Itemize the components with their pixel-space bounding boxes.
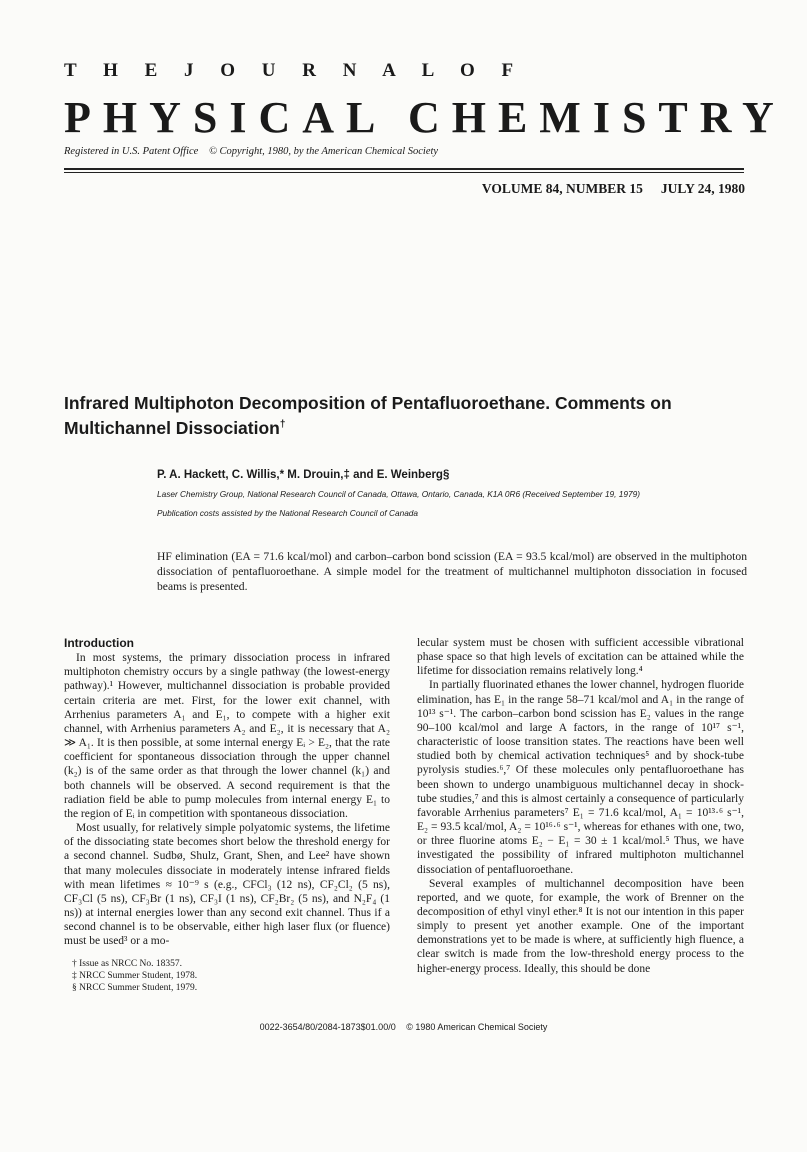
header-rule-thin	[64, 172, 744, 173]
copyright-text: © Copyright, 1980, by the American Chemical Society	[208, 146, 439, 157]
volume-number: VOLUME 84, NUMBER 15	[481, 181, 643, 196]
issue-date: JULY 24, 1980	[660, 181, 745, 196]
article-code: 0022-3654/80/2084-1873$01.00/0	[259, 1022, 396, 1032]
paragraph: Most usually, for relatively simple polyatomic systems, the lifetime of the dissociating state becomes short below the threshold energy for a second channel. Sudbø, Shulz, Grant, Shen, and Lee² have shown that many molecules dissociate in moderately intense infrared fields with mean lifetimes ≈ 10⁻⁹ s (e.g., CFCl₃ (12 ns), CF₂Cl₂ (5 ns), CF₃Cl (5 ns), CF₃Br (1 ns), CF₃I (1 ns), CF₂Br₂ (5 ns), and N₂F₄ (1 ns)) at internal energies lower than any second exit channel. Thus if a second channel is to be observable, either high laser flux (or fluence) must be used³ or a mo-	[64, 822, 390, 948]
paragraph: Several examples of multichannel decomposition have been reported, and we quote, for example, the work of Brenner on the decomposition of ethyl vinyl ether.⁸ It is not our intention in this paper simply to present yet another example. One of the important demonstrations yet to be made is where, at sufficiently high fluence, a clear switch is made from the low-threshold energy process to the higher-energy process. Ideally, this should be done	[417, 877, 744, 975]
header-rule-thick	[64, 168, 744, 170]
footer-copyright: © 1980 American Chemical Society	[406, 1022, 548, 1032]
affiliation: Laser Chemistry Group, National Research Council of Canada, Ottawa, Ontario, Canada, K1A 0R6 (Received September 19, 1979)	[157, 489, 641, 499]
page-footer	[0, 1022, 807, 1032]
footnote: † Issue as NRCC No. 18357.	[72, 959, 183, 970]
article-title	[64, 391, 754, 441]
abstract: HF elimination (EA = 71.6 kcal/mol) and carbon–carbon bond scission (EA = 93.5 kcal/mol) are observed in the multiphoton dissociation of pentafluoroethane. A simple model for the treatment of multichannel multiphoton dissociation in focused beams is presented.	[157, 550, 747, 593]
registration-line	[64, 146, 446, 157]
paragraph: lecular system must be chosen with sufficient accessible vibrational phase space so that high levels of excitation can be attained while the lifetime for dissociation remains relatively long.⁴	[417, 637, 744, 678]
volume-line	[482, 181, 745, 197]
paragraph: In partially fluorinated ethanes the lower channel, hydrogen fluoride elimination, has E₁ in the range 58–71 kcal/mol and A₁ in the range of 10¹³ s⁻¹. The carbon–carbon bond scission has E₂ values in the range 90–100 kcal/mol and large A factors, in the range of 10¹⁷ s⁻¹, characteristic of loose transition states. The reactions have been well studied both by chemical activation techniques⁵ and by shock-tube pyrolysis studies.⁶,⁷ Of these molecules only pentafluoroethane has been shown to undergo unambiguous multichannel decay in shock-tube studies,⁷ and this is almost certainly a consequence of particularly favorable Arrhenius parameters⁷ E₁ = 71.6 kcal/mol, A₁ = 10¹³·⁶ s⁻¹, E₂ = 93.5 kcal/mol, A₂ = 10¹⁶·⁶ s⁻¹, whereas for ethanes with one, two, or three fluorine atoms E₂ − E₁ = 30 ± 1 kcal/mol.⁵ Thus, we have investigated the possibility of infrared multiphoton multichannel dissociation of pentafluoroethane.	[417, 679, 744, 876]
journal-name-line1: T H E J O U R N A L O F	[64, 60, 525, 81]
paragraph: In most systems, the primary dissociation process in infrared multiphoton chemistry occurs by a single pathway (the lowest-energy pathway).¹ However, multichannel dissociation is probable provided certain criteria are met. First, for the lower exit channel, with Arrhenius parameters A₁ and E₁, to compete with a higher exit channel, with Arrhenius parameters A₂ and E₂, it is necessary that A₂ ≫ A₁. It is then possible, at some internal energy Eᵢ > E₂, that the rate coefficient for spontaneous dissociation through the upper channel (k₂) is of the same order as that through the lower channel (k₁) and both channels will be observed. A second requirement is that the radiation field be able to pump molecules from internal energy E₁ to the region of Eᵢ in competition with spontaneous dissociation.	[64, 652, 390, 820]
article-title-text: Infrared Multiphoton Decomposition of Pentafluoroethane. Comments on Multichannel Dissociation	[64, 393, 672, 438]
footnote: ‡ NRCC Summer Student, 1978.	[72, 971, 198, 982]
section-heading: Introduction	[64, 636, 134, 650]
journal-name-main: PHYSICAL CHEMISTRY	[64, 93, 786, 142]
publication-costs: Publication costs assisted by the National Research Council of Canada	[157, 508, 419, 518]
registered-text: Registered in U.S. Patent Office	[64, 146, 199, 157]
authors: P. A. Hackett, C. Willis,* M. Drouin,‡ and E. Weinberg§	[157, 469, 450, 481]
left-column	[64, 636, 390, 994]
right-column	[417, 636, 744, 976]
footnote: § NRCC Summer Student, 1979.	[72, 983, 198, 994]
title-footnote-mark: †	[279, 419, 286, 431]
footnotes	[64, 958, 390, 994]
